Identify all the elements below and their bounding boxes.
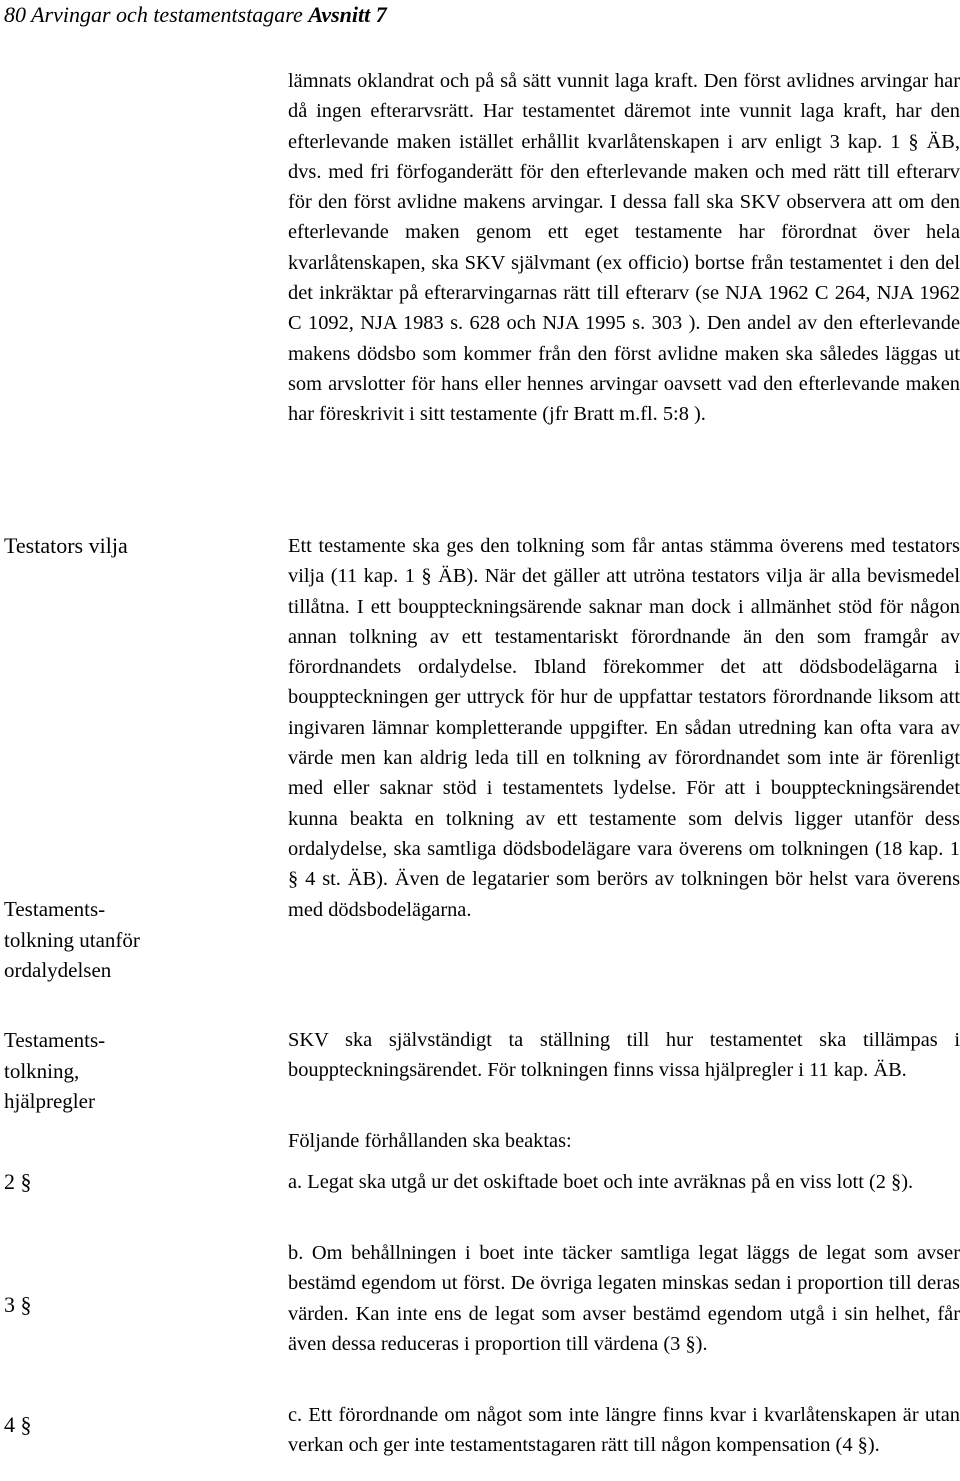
margin-heading-text: Testators vilja [4, 533, 128, 558]
list-item-text: Legat ska utgå ur det oskiftade boet och inte avräknas på en viss lott (2 §). [307, 1171, 914, 1193]
list-item-text: Om behållningen i boet inte täcker samtliga legat läggs de legat som avser bestämd egendom ut först. De övriga legaten minskas sedan i proportion till deras värden. Kan inte ens de legat som avser bestämd egendom utgå i sin helhet, får även dessa reduceras i proportion till värdena (3 §). [288, 1242, 960, 1355]
body-paragraph-2: Ett testamente ska ges den tolkning som får antas stämma överens med testators vilja (11 kap. 1 § ÄB). När det gäller att utröna testators vilja är alla bevismedel tillåtna. I ett bouppteckningsärende saknar man dock i allmänhet stöd för någon annan tolkning av ett testamentariskt förordnande än den som framgår av förordnandets ordalydelse. Ibland förekommer det att dödsbodelägarna i bouppteckningen ger uttryck för hur de uppfattar testators förordnande liksom att ingivaren lämnar kompletterande uppgifter. En sådan utredning kan ofta vara av värde men kan aldrig leda till en tolkning av förordnandet som inte är förenligt med eller saknar stöd i testamentets lydelse. För att i bouppteckningsärendet kunna beakta en tolkning av ett testamente som delvis ligger utanför dess ordalydelse, ska samtliga dödsbodelägare vara överens om tolkningen (18 kap. 1 § 4 st. ÄB). Även de legatarier som berörs av tolkningen bör helst vara överens med dödsbodelägarna. [288, 535, 960, 921]
section-label: Avsnitt 7 [308, 2, 387, 27]
list-item-a [288, 1167, 960, 1197]
page-number: 80 [4, 2, 26, 27]
margin-heading-testators-vilja [4, 531, 274, 561]
margin-heading-line: hjälpregler [4, 1089, 95, 1113]
list-item-b [288, 1238, 960, 1359]
margin-heading-line: tolkning utanför [4, 927, 140, 952]
body-paragraph-4: Följande förhållanden ska beaktas: [288, 1130, 572, 1152]
list-marker: c. [288, 1404, 303, 1426]
margin-heading-line: tolkning, [4, 1058, 80, 1083]
margin-heading-line: Testaments- [4, 1028, 106, 1052]
margin-heading-line: Testaments- [4, 897, 106, 921]
list-marker: b. [288, 1242, 304, 1264]
list-item-c [288, 1400, 960, 1461]
paragraph-ref-3: 3 § [4, 1292, 32, 1317]
paragraph-ref-2: 2 § [4, 1169, 32, 1194]
chapter-title: Arvingar och testamentstagare [31, 2, 303, 27]
body-paragraph-1: lämnats oklandrat och på så sätt vunnit laga kraft. Den först avlidnes arvingar har då ingen efterarvsrätt. Har testamentet däremot inte vunnit laga kraft, har den efterlevande maken istället erhållit kvarlåtenskapen i arv enligt 3 kap. 1 § ÄB, dvs. med fri förfoganderätt för den efterlevande maken och med rätt till efterarv för den först avlidne makens arvingar. I dessa fall ska SKV observera att om den efterlevande maken genom ett eget testamente har förordnat över hela kvarlåtenskapen, ska SKV självmant (ex officio) bortse från testamentet i den del det inkräktar på efterarvingarnas rätt till efterarv (se NJA 1962 C 264, NJA 1962 C 1092, NJA 1983 s. 628 och NJA 1995 s. 303 ). Den andel av den efterlevande makens dödsbo som kommer från den först avlidne maken ska således läggas ut som arvslotter för hans eller hennes arvingar oavsett vad den efterlevande maken har föreskrivit i sitt testamente (jfr Bratt m.fl. 5:8 ). [288, 70, 960, 426]
margin-heading-tolkning-utanfor [4, 894, 274, 986]
page-header [4, 2, 387, 28]
list-marker: a. [288, 1171, 303, 1193]
margin-heading-line: ordalydelsen [4, 958, 112, 982]
margin-heading-hjalpregler [4, 1025, 274, 1117]
paragraph-ref-4: 4 § [4, 1412, 32, 1437]
list-item-text: Ett förordnande om något som inte längre finns kvar i kvarlåtenskapen är utan verkan och ger inte testamentstagaren rätt till någon kompensation (4 §). [288, 1404, 960, 1457]
body-paragraph-3: SKV ska självständigt ta ställning till hur testamentet ska tillämpas i bouppteckningsärendet. För tolkningen finns vissa hjälpregler i 11 kap. ÄB. [288, 1029, 960, 1082]
